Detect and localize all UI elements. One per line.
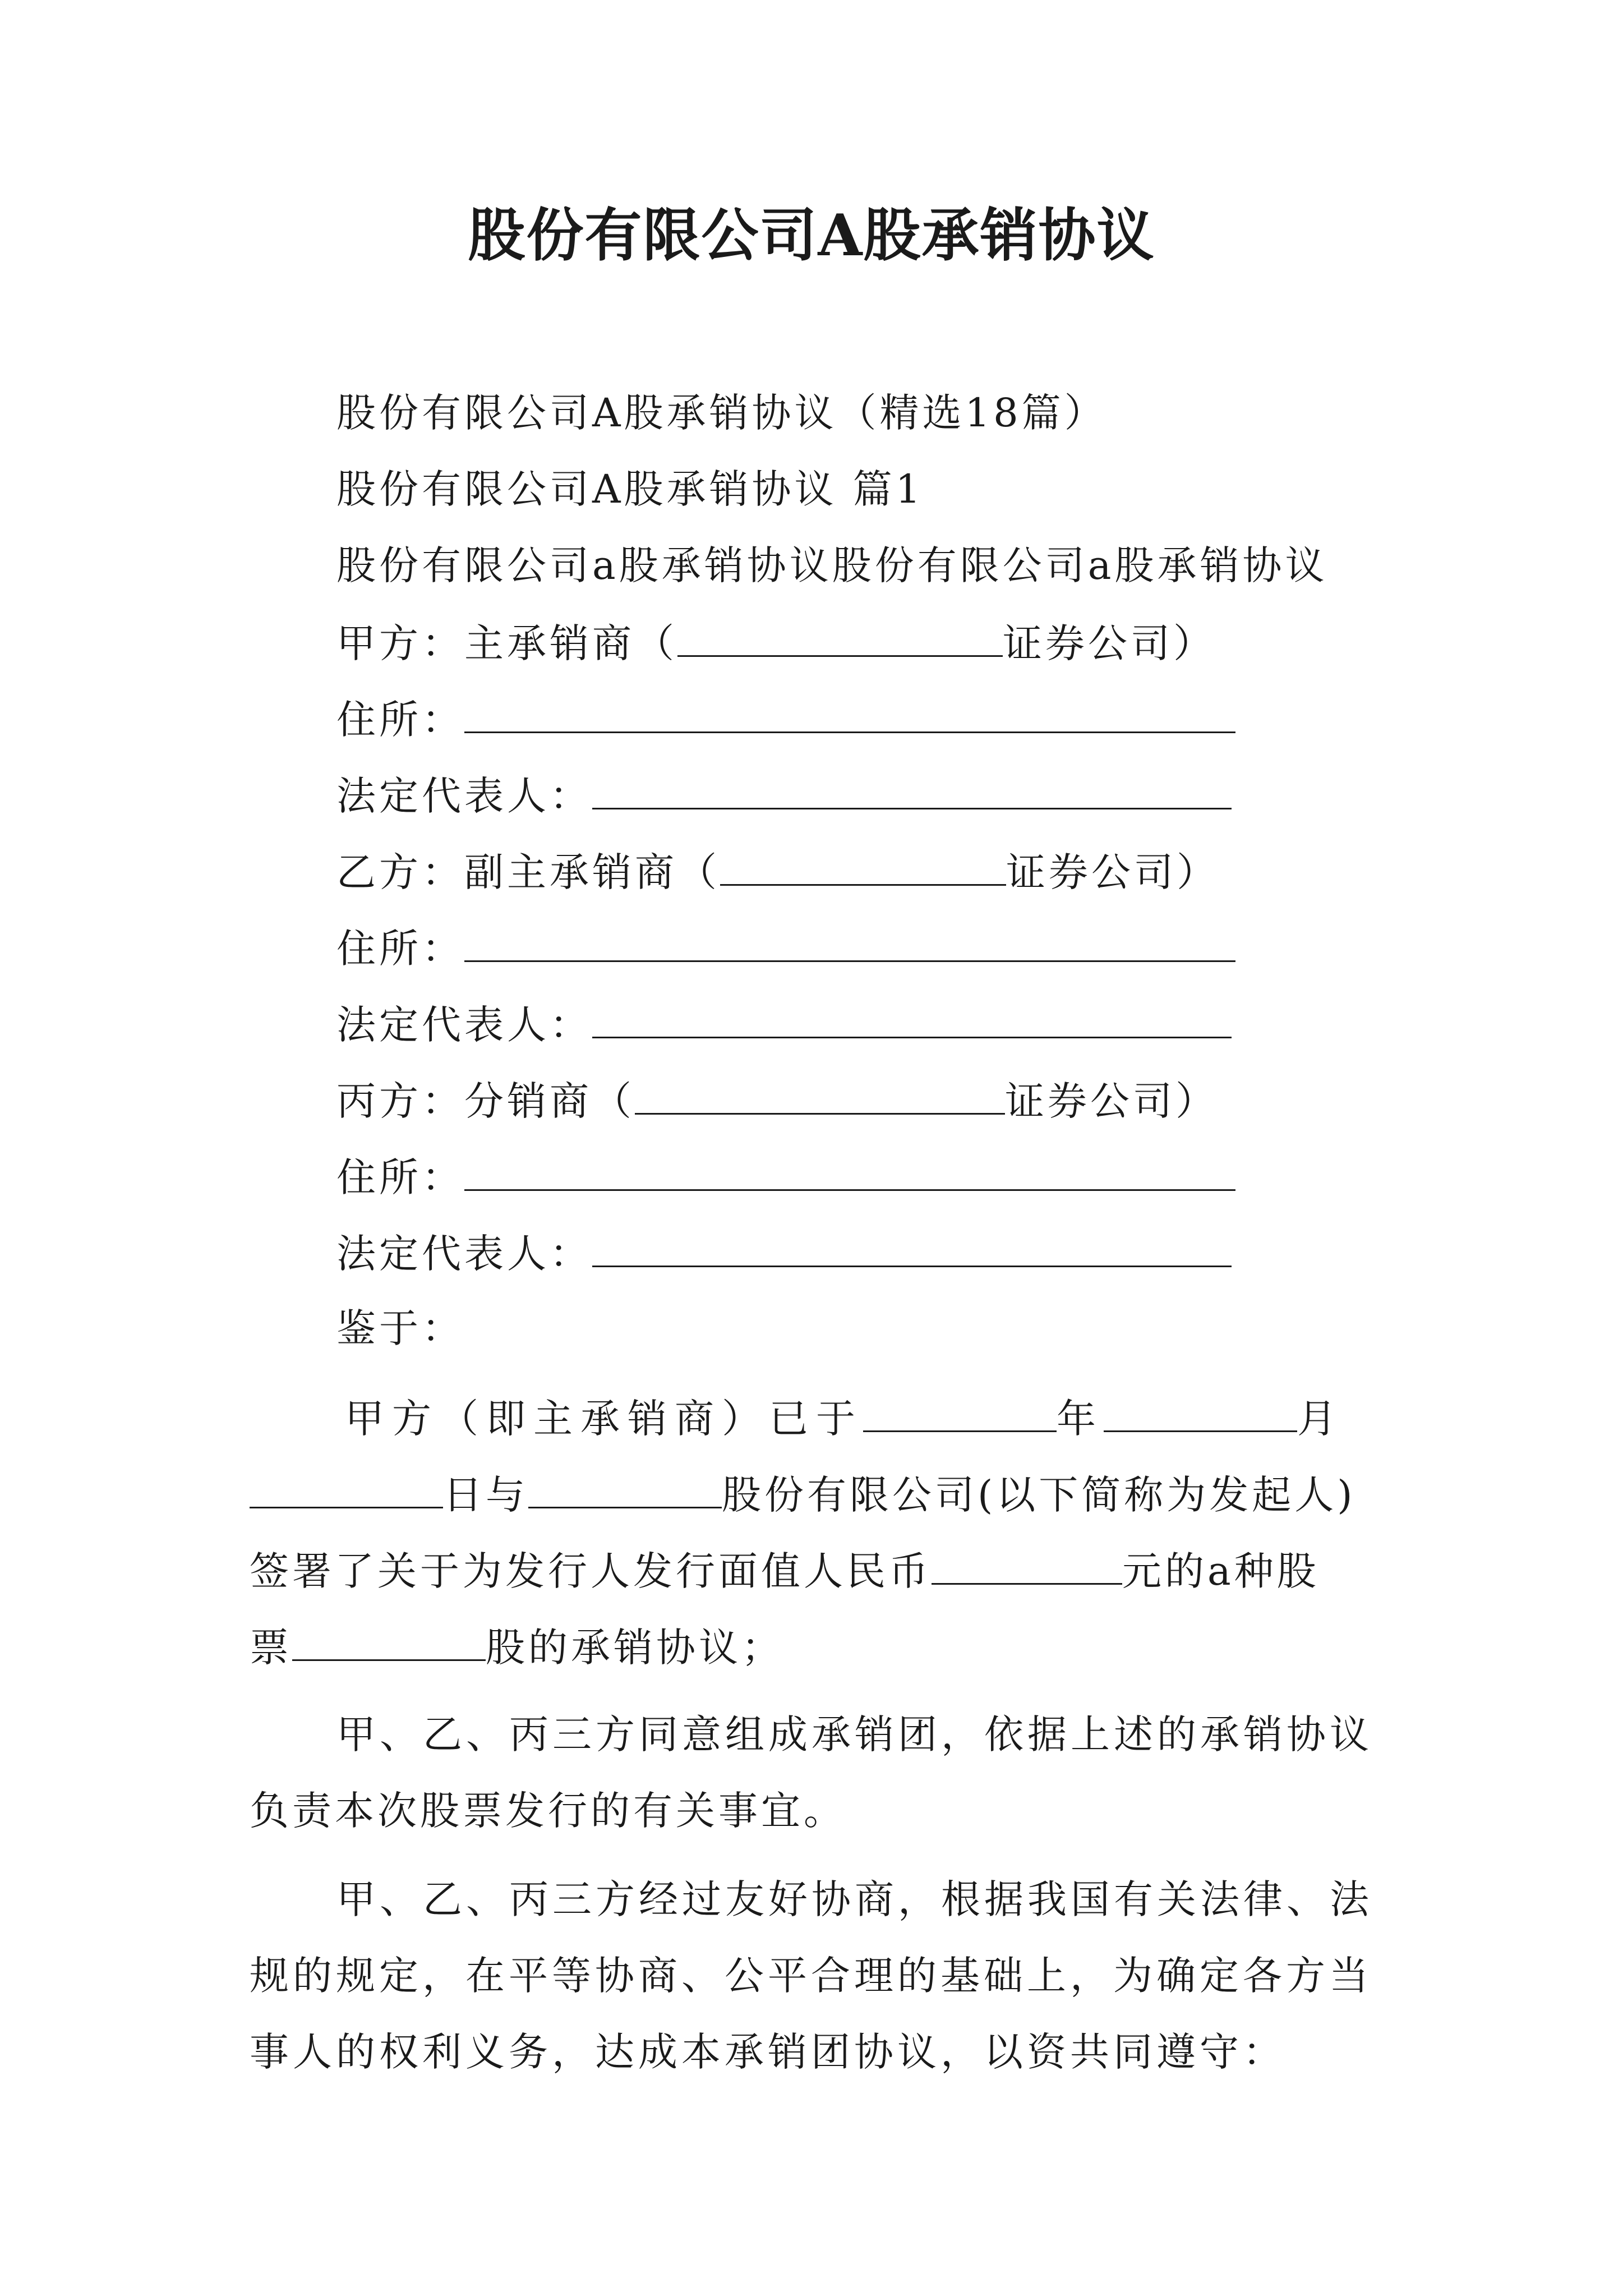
para1-line1 [345,1391,1344,1444]
party-a-address-label: 住所： [336,697,464,743]
party-c-name-blank [635,1074,1005,1115]
para1-amount-blank [932,1544,1122,1585]
para1-month-blank [1104,1391,1297,1432]
para1-text-a: 甲方（即主承销商）已于 [345,1396,863,1442]
para1-year-blank [863,1391,1057,1432]
para1-day-blank [250,1467,443,1508]
party-a-rep-line [336,769,1232,822]
party-b-address-line [336,921,1235,974]
para1-line3 [250,1544,1320,1597]
para1-text-i: 股的承销协议； [486,1625,784,1671]
party-a-label: 甲方：主承销商（ [336,620,677,666]
whereas-heading: 鉴于： [336,1305,464,1351]
document-title: 股份有限公司A股承销协议 [468,202,1155,269]
para1-text-d: 日与 [443,1472,528,1518]
party-c-label: 丙方：分销商（ [336,1078,635,1124]
para1-text-f: 签署了关于为发行人发行面值人民币 [250,1548,932,1594]
document-subtitle: 股份有限公司A股承销协议（精选18篇） [336,390,1107,436]
party-c-address-blank [464,1150,1235,1191]
party-b-name-blank [720,845,1006,886]
para1-shares-blank [292,1620,486,1661]
para3-line2: 规的规定，在平等协商、公平合理的基础上，为确定各方当 [250,1953,1372,1999]
party-b-label: 乙方：副主承销商（ [336,849,720,895]
para1-company-blank [528,1467,722,1508]
party-c-address-label: 住所： [336,1154,464,1200]
para1-text-b: 年 [1057,1396,1104,1442]
intro-line: 股份有限公司a股承销协议股份有限公司a股承销协议 [336,542,1328,588]
party-b-address-label: 住所： [336,926,464,972]
para2-line1: 甲、乙、丙三方同意组成承销团，依据上述的承销协议 [336,1711,1373,1757]
para1-line2 [250,1467,1356,1521]
party-b-address-blank [464,921,1235,962]
para1-text-h: 票 [250,1625,292,1671]
para1-text-e: 股份有限公司(以下简称为发起人) [722,1472,1356,1518]
para1-line4 [250,1620,784,1673]
para2-line2: 负责本次股票发行的有关事宜。 [250,1788,846,1834]
party-b-rep-label: 法定代表人： [336,1002,592,1048]
para1-text-g: 元的a种股 [1122,1548,1320,1594]
section-heading: 股份有限公司A股承销协议 篇1 [336,466,924,512]
party-c-rep-blank [592,1226,1232,1267]
party-a-line [336,616,1216,669]
party-b-rep-blank [592,997,1232,1038]
para3-line3: 事人的权利义务，达成本承销团协议，以资共同遵守： [250,2029,1286,2075]
party-a-name-blank [677,616,1003,657]
party-a-address-blank [464,692,1235,733]
party-c-rep-line [336,1226,1232,1280]
party-c-rep-label: 法定代表人： [336,1231,592,1277]
para3-line1: 甲、乙、丙三方经过友好协商，根据我国有关法律、法 [336,1876,1373,1922]
party-a-rep-blank [592,769,1232,809]
party-c-suffix: 证券公司） [1005,1078,1218,1124]
party-b-line [336,845,1219,898]
party-a-address-line [336,692,1235,746]
party-a-rep-label: 法定代表人： [336,773,592,819]
party-b-suffix: 证券公司） [1006,849,1219,895]
party-c-line [336,1074,1218,1127]
party-c-address-line [336,1150,1235,1203]
party-a-suffix: 证券公司） [1003,620,1216,666]
party-b-rep-line [336,997,1232,1051]
para1-text-c: 月 [1297,1396,1344,1442]
